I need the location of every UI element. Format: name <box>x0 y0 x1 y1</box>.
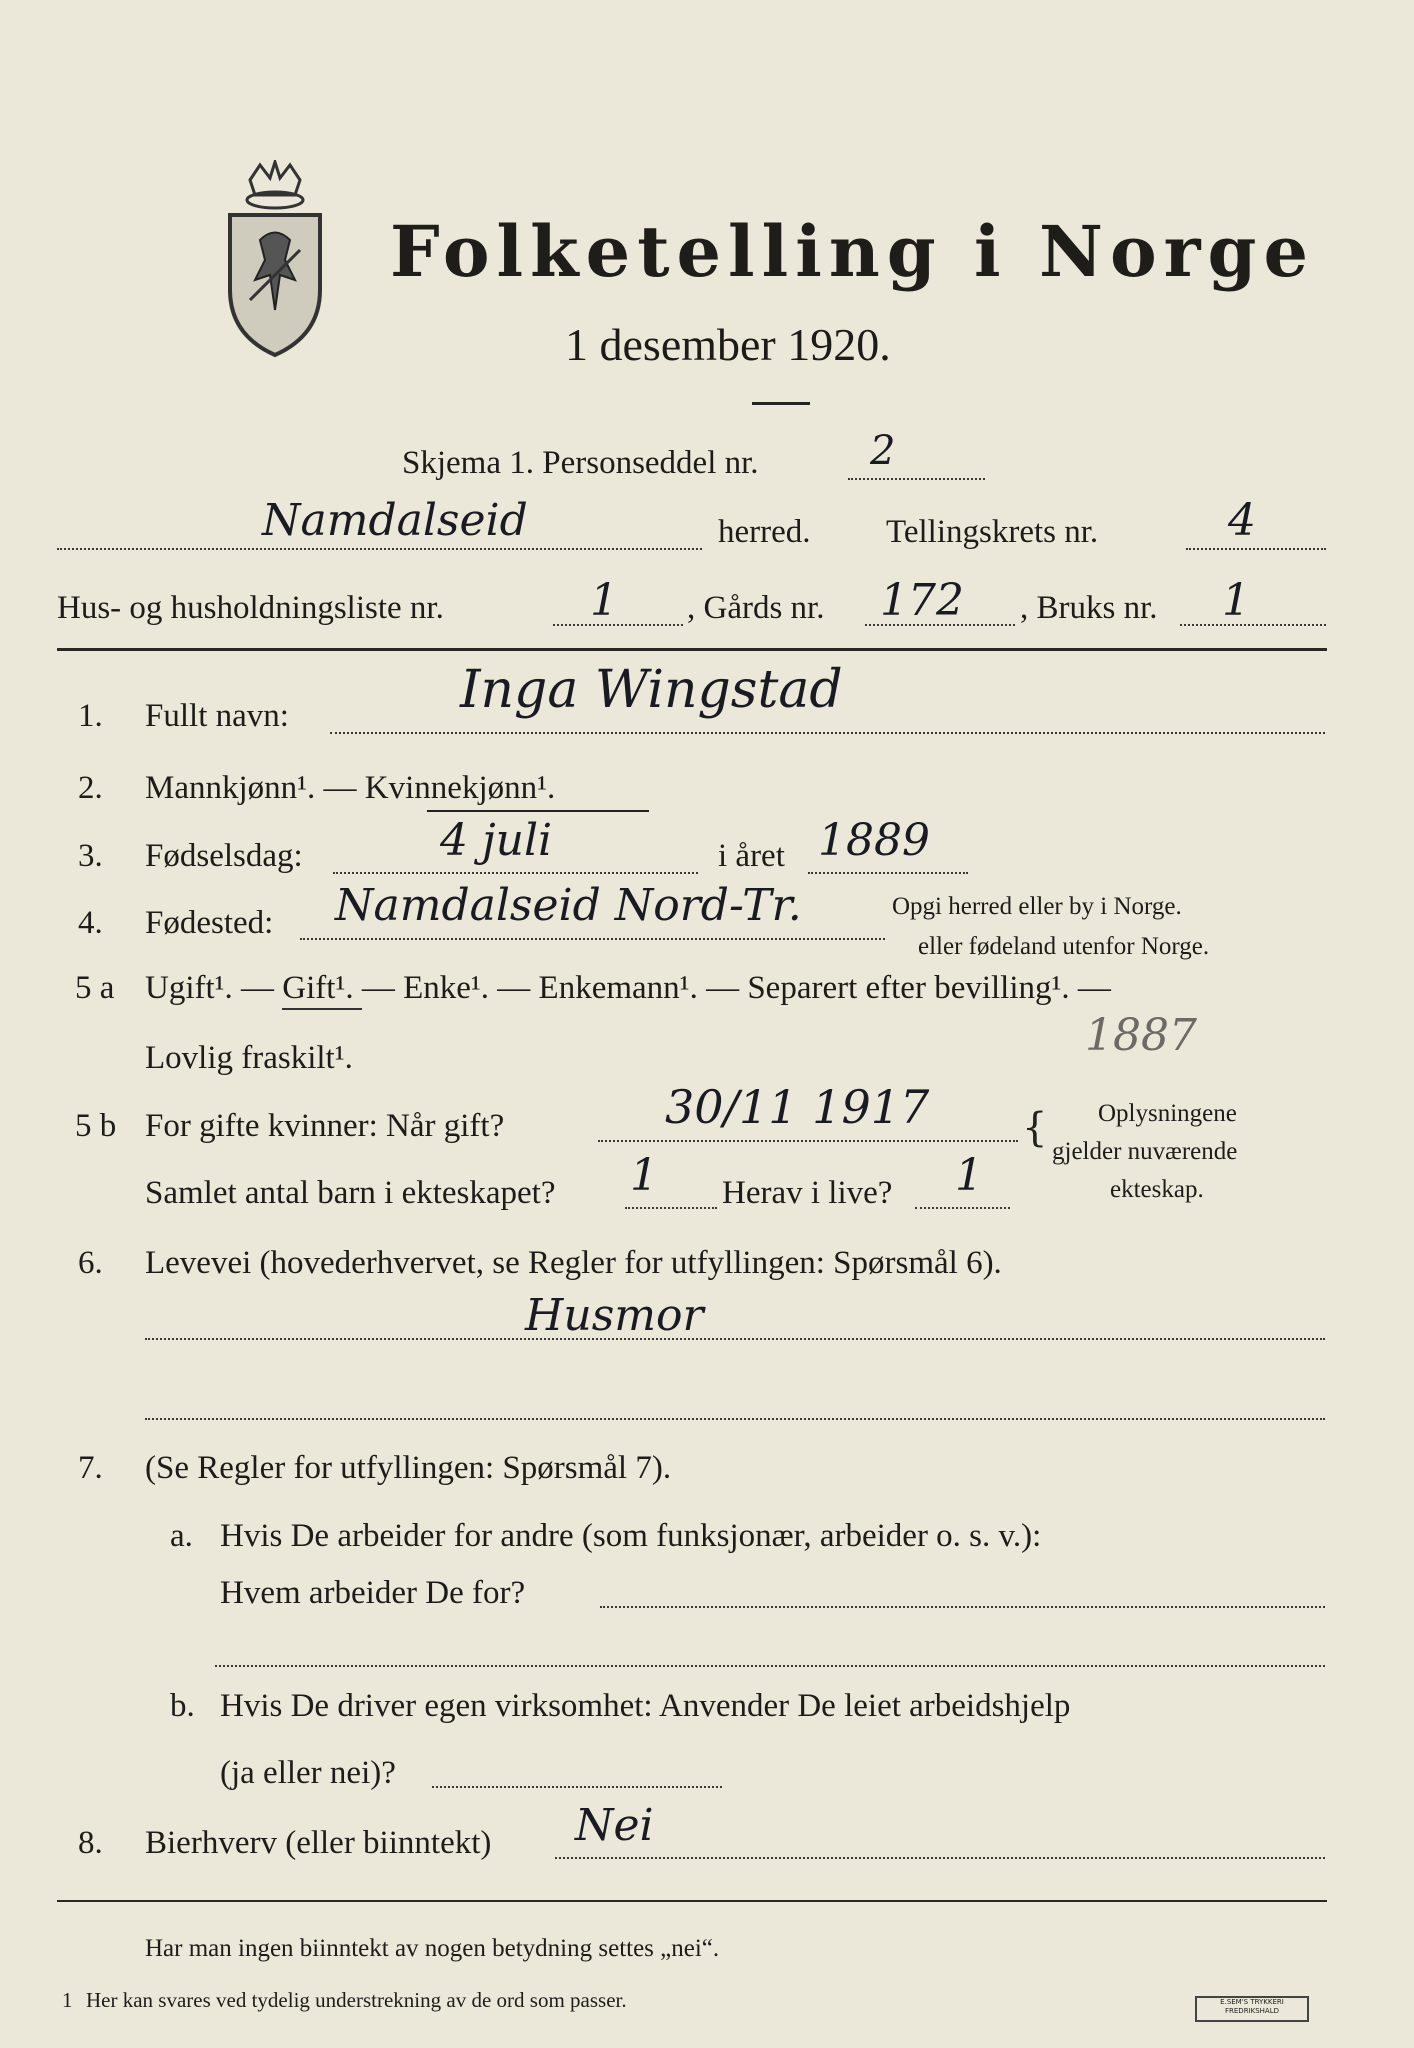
q5a-number: 5 a <box>75 970 115 1006</box>
skjema-nr-value: 2 <box>870 428 896 474</box>
q5b-line <box>598 1140 1018 1142</box>
skjema-nr-line <box>848 478 985 480</box>
form-title: Folketelling i Norge <box>390 210 1316 293</box>
q5b-note-3: ekteskap. <box>1110 1176 1204 1203</box>
q8-value: Nei <box>575 1800 654 1851</box>
q4-value: Namdalseid Nord-Tr. <box>335 880 802 931</box>
q6-line-2 <box>145 1418 1325 1420</box>
q2-underline <box>427 810 649 812</box>
q1-line <box>330 732 1325 734</box>
footnote-number: 1 <box>62 1988 73 2012</box>
hus-line <box>553 624 683 626</box>
q5a-label: Ugift¹. — Gift¹. — Enke¹. — Enkemann¹. — Separert efter bevilling¹. — <box>145 970 1111 1006</box>
gards-value: 172 <box>880 575 964 626</box>
q5b-label: For gifte kvinner: Når gift? <box>145 1108 505 1144</box>
q2-number: 2. <box>78 770 103 806</box>
q8-label: Bierhverv (eller biinntekt) <box>145 1825 492 1861</box>
q7a-line-1 <box>600 1606 1325 1608</box>
tellingskrets-label: Tellingskrets nr. <box>886 514 1099 550</box>
q3-year-label: i året <box>718 838 785 874</box>
q7-number: 7. <box>78 1450 103 1486</box>
q3-line <box>333 872 698 874</box>
printer-stamp <box>1195 1996 1309 2022</box>
q5b-note-1: Oplysningene <box>1098 1100 1237 1127</box>
q5a-label-2: Lovlig fraskilt¹. <box>145 1040 353 1076</box>
q4-number: 4. <box>78 905 103 941</box>
q4-note-1: Opgi herred eller by i Norge. <box>892 893 1182 920</box>
q5a-pencil-note: 1887 <box>1085 1010 1197 1061</box>
q1-number: 1. <box>78 698 103 734</box>
herred-label: herred. <box>718 514 811 550</box>
q5b-live-line <box>915 1207 1010 1209</box>
q3-year-value: 1889 <box>818 815 930 866</box>
q5b-barn-label: Samlet antal barn i ekteskapet? <box>145 1175 556 1211</box>
q7b-label-2: (ja eller nei)? <box>220 1755 396 1791</box>
q7a-label: Hvis De arbeider for andre (som funksjonær, arbeider o. s. v.): <box>220 1518 1042 1554</box>
q3-value: 4 juli <box>440 815 553 866</box>
q5b-number: 5 b <box>75 1108 117 1144</box>
q7b-label: Hvis De driver egen virksomhet: Anvender De leiet arbeidshjelp <box>220 1688 1071 1724</box>
stamp-line-1: E.SEM'S TRYKKERI <box>1220 1998 1284 2006</box>
q4-label: Fødested: <box>145 905 274 941</box>
q5b-live-value: 1 <box>955 1150 983 1201</box>
footnote-text: Her kan svares ved tydelig understrekning av de ord som passer. <box>86 1988 627 2012</box>
q7b-line <box>432 1786 722 1788</box>
gards-label: , Gårds nr. <box>687 590 825 626</box>
q8-line <box>555 1857 1325 1859</box>
tellingskrets-line <box>1186 548 1326 550</box>
stamp-line-2: FREDRIKSHALD <box>1224 2007 1279 2015</box>
hus-value: 1 <box>590 575 618 626</box>
q3-number: 3. <box>78 838 103 874</box>
footer-note: Har man ingen biinntekt av nogen betydning settes „nei“. <box>145 1935 720 1962</box>
title-divider <box>752 402 810 405</box>
skjema-label: Skjema 1. Personseddel nr. <box>402 445 759 481</box>
coat-of-arms-icon <box>215 160 335 360</box>
q1-label: Fullt navn: <box>145 698 289 734</box>
bruks-label: , Bruks nr. <box>1020 590 1158 626</box>
q6-line-1 <box>145 1338 1325 1340</box>
q3-label: Fødselsdag: <box>145 838 303 874</box>
q2-label: Mannkjønn¹. — Kvinnekjønn¹. <box>145 770 556 806</box>
q7b-number: b. <box>170 1688 195 1724</box>
bruks-value: 1 <box>1222 575 1250 626</box>
q6-label: Levevei (hovederhvervet, se Regler for utfyllingen: Spørsmål 6). <box>145 1245 1002 1281</box>
q8-number: 8. <box>78 1825 103 1861</box>
q1-value: Inga Wingstad <box>460 660 843 720</box>
q7-label: (Se Regler for utfyllingen: Spørsmål 7). <box>145 1450 672 1486</box>
hus-label: Hus- og husholdningsliste nr. <box>57 590 444 626</box>
q6-value: Husmor <box>525 1290 704 1341</box>
q5b-barn-line <box>625 1207 717 1209</box>
form-subtitle: 1 desember 1920. <box>565 319 891 370</box>
herred-value: Namdalseid <box>262 495 528 546</box>
q4-line <box>300 938 885 940</box>
q7a-number: a. <box>170 1518 193 1554</box>
q5b-barn-value: 1 <box>630 1150 658 1201</box>
bruks-line <box>1180 624 1326 626</box>
header-rule <box>57 648 1327 651</box>
q5b-live-label: Herav i live? <box>722 1175 893 1211</box>
q7a-line-2 <box>215 1665 1325 1667</box>
q3-year-line <box>808 872 968 874</box>
herred-line <box>57 548 702 550</box>
tellingskrets-value: 4 <box>1228 495 1256 546</box>
q4-note-2: eller fødeland utenfor Norge. <box>918 933 1210 960</box>
q5b-value: 30/11 1917 <box>665 1080 930 1134</box>
footer-rule <box>57 1900 1327 1902</box>
q6-number: 6. <box>78 1245 103 1281</box>
q5b-brace: { <box>1022 1105 1048 1151</box>
q5a-gift-underline <box>282 1008 362 1010</box>
q5b-note-2: gjelder nuværende <box>1052 1138 1238 1165</box>
q7a-label-2: Hvem arbeider De for? <box>220 1575 526 1611</box>
